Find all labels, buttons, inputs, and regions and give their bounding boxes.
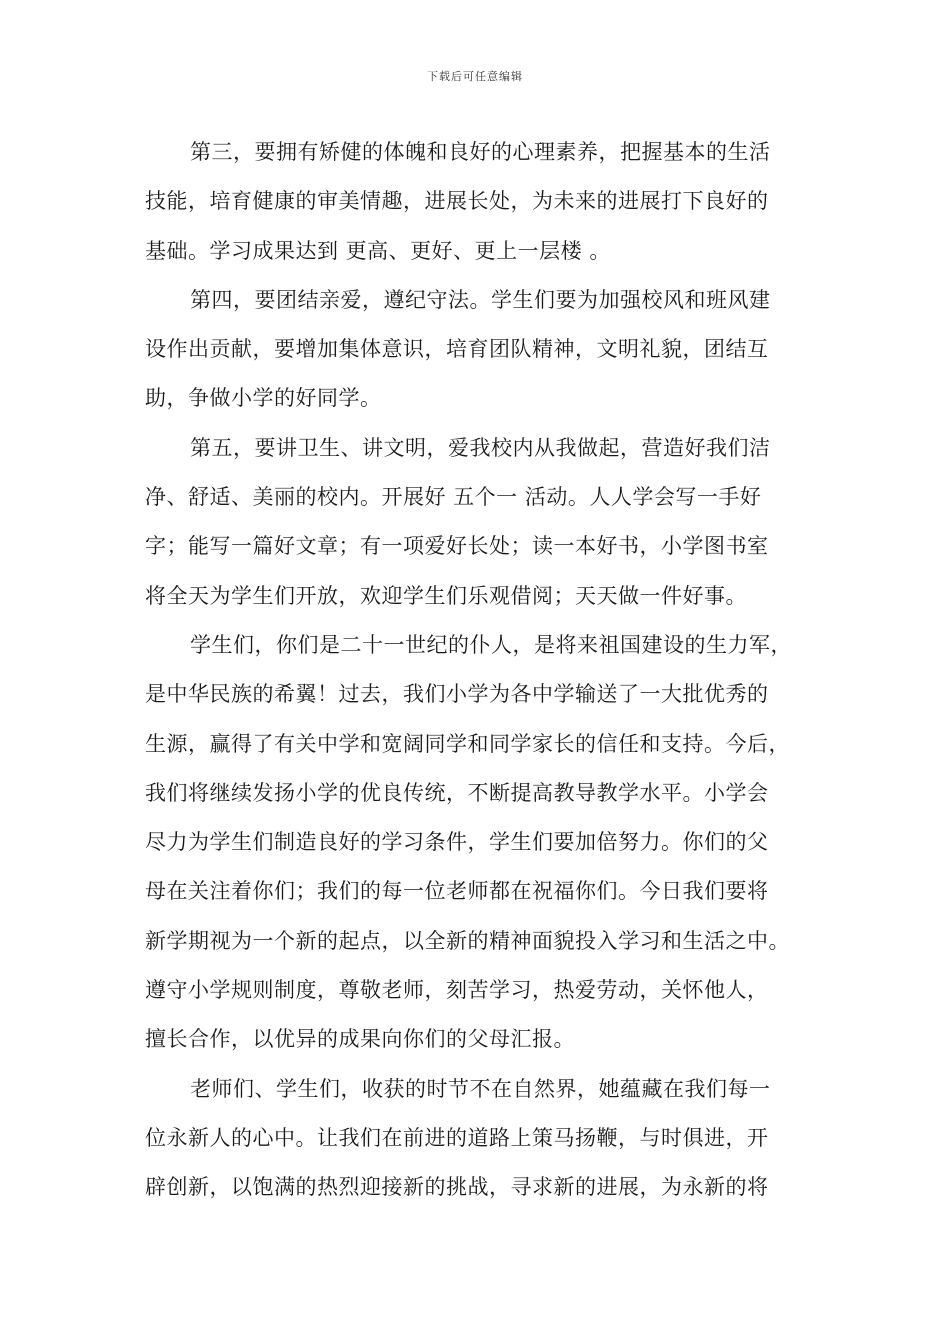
paragraph-line: 擅长合作，以优异的成果向你们的父母汇报。 [145, 1027, 575, 1052]
paragraph-third [145, 128, 825, 276]
paragraph-line: 字；能写一篇好文章；有一项爱好长处；读一本好书，小学图书室 [145, 534, 769, 559]
paragraph-line: 母在关注着你们；我们的每一位老师都在祝福你们。今日我们要将 [145, 879, 769, 904]
page-header: 下载后可任意编辑 [427, 70, 523, 83]
paragraph-line: 第三，要拥有矫健的体魄和良好的心理素养，把握基本的生活 [190, 140, 771, 164]
paragraph-line: 遵守小学规则制度，尊敬老师，刻苦学习，热爱劳动，关怀他人， [145, 978, 769, 1003]
paragraph-line: 基础。学习成果达到 更高、更好、更上一层楼 。 [145, 238, 611, 263]
paragraph-line: 是中华民族的希翼！过去，我们小学为各中学输送了一大批优秀的 [145, 682, 769, 707]
paragraph-line: 净、舒适、美丽的校内。开展好 五个一 活动。人人学会写一手好 [145, 485, 762, 510]
paragraph-line: 设作出贡献，要增加集体意识，培育团队精神，文明礼貌，团结互 [145, 337, 769, 362]
paragraph-line: 第五，要讲卫生、讲文明，爱我校内从我做起，营造好我们洁 [190, 435, 771, 460]
paragraph-line: 尽力为学生们制造良好的学习条件，学生们要加倍努力。你们的父 [145, 830, 769, 855]
paragraph-fifth [145, 424, 825, 621]
document-body [145, 128, 825, 1213]
paragraph-line: 位永新人的心中。让我们在前进的道路上策马扬鞭，与时俱进，开 [145, 1125, 769, 1150]
paragraph-closing [145, 1065, 825, 1213]
paragraph-line: 生源，赢得了有关中学和宽阔同学和同学家长的信任和支持。今后， [145, 731, 790, 756]
paragraph-line: 新学期视为一个新的起点，以全新的精神面貌投入学习和生活之中。 [145, 928, 790, 953]
paragraph-line: 技能，培育健康的审美情趣，进展长处，为未来的进展打下良好的 [145, 189, 769, 214]
paragraph-line: 第四，要团结亲爱，遵纪守法。学生们要为加强校风和班风建 [190, 287, 771, 312]
paragraph-fourth [145, 276, 825, 424]
paragraph-line: 我们将继续发扬小学的优良传统，不断提高教导教学水平。小学会 [145, 780, 769, 805]
paragraph-line: 辟创新，以饱满的热烈迎接新的挑战，寻求新的进展，为永新的将 [145, 1175, 769, 1200]
paragraph-line: 将全天为学生们开放，欢迎学生们乐观借阅；天天做一件好事。 [145, 583, 747, 608]
paragraph-students [145, 621, 825, 1065]
paragraph-line: 学生们，你们是二十一世纪的仆人，是将来祖国建设的生力军， [190, 632, 792, 657]
paragraph-line: 助，争做小学的好同学。 [145, 386, 382, 411]
paragraph-line: 老师们、学生们，收获的时节不在自然界，她蕴藏在我们每一 [190, 1076, 771, 1101]
